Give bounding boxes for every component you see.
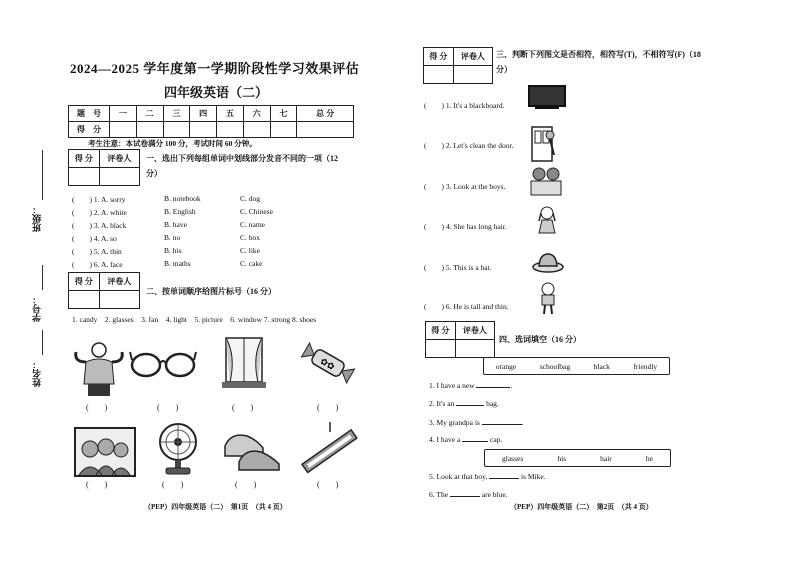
answer-paren[interactable]: ( ): [317, 403, 339, 412]
strongman-picture: [74, 340, 124, 398]
option-c: C. dog: [240, 194, 261, 203]
judge-item: ( ) 1. It's a blackboard.: [424, 101, 505, 110]
score-cell: 七: [270, 106, 297, 122]
question-text: bag.: [486, 399, 499, 408]
side-number-line: [42, 265, 43, 290]
question-text: 5. Look at that boy,: [429, 472, 488, 481]
option-a: ( ) 2. A. white: [72, 208, 127, 217]
option-a: ( ) 1. A. sorry: [72, 195, 126, 204]
judge-item: ( ) 6. He is tall and thin.: [424, 302, 509, 311]
question-row: [72, 233, 362, 246]
fill-question-5: [429, 472, 546, 481]
side-class-line: [42, 150, 43, 200]
option-b: B. no: [164, 233, 181, 242]
side-class-label: 班级：: [32, 205, 42, 232]
side-number-label: 学号：: [32, 295, 42, 322]
side-name-line: [42, 330, 43, 355]
grader-score-cell[interactable]: [424, 66, 454, 84]
answer-paren[interactable]: ( ): [232, 403, 254, 412]
grader-reviewer-label: 评卷人: [99, 273, 139, 291]
judge-item: ( ) 2. Let's clean the door.: [424, 141, 514, 150]
score-cell: 四: [190, 106, 217, 122]
candy-picture: [300, 342, 356, 384]
grader-reviewer-cell[interactable]: [99, 168, 139, 186]
question-text: is Mike.: [521, 472, 546, 481]
answer-blank[interactable]: [476, 387, 510, 388]
fan-picture: [156, 422, 200, 476]
option-b: B. have: [164, 220, 187, 229]
section1-heading: 一、选出下列每组单词中划线部分发音不同的一项（12: [146, 154, 338, 163]
score-input-cell[interactable]: [270, 122, 297, 138]
grader-score-label: 得 分: [424, 48, 454, 66]
grader-box-4: [425, 321, 495, 358]
score-input-cell[interactable]: [110, 122, 137, 138]
question-row: [72, 220, 362, 233]
option-a: ( ) 4. A. so: [72, 234, 117, 243]
side-name-label: 姓名：: [32, 360, 42, 387]
question-text: 3. My grandpa is: [429, 418, 480, 427]
answer-blank[interactable]: [450, 496, 480, 497]
option-c: C. name: [240, 220, 265, 229]
grader-reviewer-cell[interactable]: [99, 291, 139, 309]
option-c: C. Chinese: [240, 207, 273, 216]
word-option: schoolbag: [539, 361, 571, 371]
shoes-picture: [223, 426, 281, 472]
score-table-header-row: [69, 106, 354, 122]
score-input-cell[interactable]: [243, 122, 270, 138]
answer-paren[interactable]: ( ): [157, 403, 179, 412]
grader-reviewer-cell[interactable]: [453, 66, 492, 84]
judge-item: ( ) 3. Look at the boys.: [424, 182, 506, 191]
option-b: B. his: [164, 246, 182, 255]
question-row: [72, 246, 362, 259]
section3-heading: 三、判断下列图文是否相符，相符写(T)，不相符写(F)（18: [496, 50, 701, 59]
score-cell: 二: [136, 106, 163, 122]
score-cell: 得 分: [69, 122, 110, 138]
word-option: his: [557, 453, 567, 463]
grader-score-label: 得 分: [426, 322, 456, 340]
grader-box-1: [68, 149, 140, 186]
answer-blank[interactable]: [462, 441, 488, 442]
score-cell: 五: [217, 106, 244, 122]
fill-question-2: [429, 399, 499, 408]
left-page-footer: （PEP）四年级英语（二） 第1页 （共 4 页）: [144, 503, 287, 511]
grader-score-cell[interactable]: [69, 168, 100, 186]
option-a: ( ) 3. A. black: [72, 221, 127, 230]
answer-paren[interactable]: ( ): [86, 480, 108, 489]
section1-questions: [72, 194, 362, 272]
blackboard-picture: [527, 84, 567, 110]
grader-reviewer-label: 评卷人: [99, 150, 139, 168]
fill-question-6: [429, 490, 508, 499]
question-text: .: [510, 381, 513, 390]
option-b: B. English: [164, 207, 196, 216]
girl-picture: [535, 205, 559, 235]
grader-box-2: [68, 272, 140, 309]
family-picture: [74, 427, 136, 477]
judge-item: ( ) 5. This is a hat.: [424, 263, 492, 272]
word-option: hair: [600, 453, 612, 463]
word-option: black: [593, 361, 610, 371]
question-row: [72, 207, 362, 220]
option-a: ( ) 5. A. thin: [72, 247, 122, 256]
light-picture: [298, 422, 362, 476]
option-c: C. box: [240, 233, 261, 242]
score-input-cell[interactable]: [163, 122, 190, 138]
fill-question-4: [429, 435, 502, 444]
word-option: glasses: [502, 453, 524, 463]
score-input-cell[interactable]: [297, 122, 354, 138]
score-cell: 总 分: [297, 106, 354, 122]
section1-heading-cont: 分）: [146, 169, 162, 178]
grader-reviewer-cell[interactable]: [455, 340, 494, 358]
exam-subtitle: 四年级英语（二）: [164, 85, 269, 100]
answer-blank[interactable]: [489, 478, 519, 479]
question-text: 1. I have a new: [429, 381, 475, 390]
option-c: C. like: [240, 246, 260, 255]
tall-boy-picture: [536, 282, 560, 316]
answer-paren[interactable]: ( ): [162, 480, 184, 489]
exam-title: 2024—2025 学年度第一学期阶段性学习效果评估: [70, 61, 360, 76]
glasses-picture: [130, 350, 196, 380]
grader-score-cell[interactable]: [69, 291, 100, 309]
section2-heading: 二、按单词顺序给图片标号（16 分）: [146, 287, 276, 296]
score-cell: 一: [110, 106, 137, 122]
question-text: 6. The: [429, 490, 449, 499]
exam-notice: 考生注意：本试卷满分 100 分，考试时间 60 分钟。: [88, 139, 257, 148]
score-input-cell[interactable]: [136, 122, 163, 138]
section4-heading: 四、选词填空（16 分）: [499, 335, 581, 344]
section2-word-list: 1. candy 2. glasses 3. fan 4. light 5. picture 6. window 7. strong 8. shoes: [72, 315, 317, 324]
answer-paren[interactable]: ( ): [317, 480, 339, 489]
grader-score-label: 得 分: [69, 273, 100, 291]
score-cell: 六: [243, 106, 270, 122]
option-a: ( ) 6. A. face: [72, 260, 123, 269]
score-cell: 题 号: [69, 106, 110, 122]
grader-score-label: 得 分: [69, 150, 100, 168]
judge-item: ( ) 4. She has long hair.: [424, 222, 507, 231]
grader-box-3: [423, 47, 493, 84]
question-text: 4. I have a: [429, 435, 461, 444]
answer-blank[interactable]: [456, 405, 484, 406]
door-picture: [528, 125, 558, 163]
fill-question-3: [429, 418, 524, 427]
word-box-1: [483, 357, 670, 375]
fill-question-1: [429, 381, 512, 390]
boys-picture: [529, 165, 563, 197]
question-text: are blue.: [481, 490, 508, 499]
question-text: cap.: [489, 435, 503, 444]
word-option: friendly: [633, 361, 658, 371]
section3-heading-cont: 分）: [496, 65, 512, 74]
grader-score-cell[interactable]: [426, 340, 456, 358]
score-table-score-row: [69, 122, 354, 138]
svg-text:✿✿: ✿✿: [317, 356, 337, 373]
score-input-cell[interactable]: [217, 122, 244, 138]
answer-blank[interactable]: [482, 424, 522, 425]
grader-reviewer-label: 评卷人: [455, 322, 494, 340]
score-cell: 三: [163, 106, 190, 122]
hat-picture: [532, 252, 564, 274]
option-b: B. maths: [164, 259, 191, 268]
word-option: he: [645, 453, 653, 463]
answer-paren[interactable]: ( ): [235, 480, 257, 489]
window-picture: [222, 336, 266, 390]
word-option: orange: [495, 361, 517, 371]
right-page-footer: （PEP）四年级英语（二） 第2页 （共 4 页）: [510, 503, 653, 511]
word-box-2: [484, 449, 671, 467]
question-text: 2. It's an: [429, 399, 455, 408]
answer-paren[interactable]: ( ): [86, 403, 108, 412]
score-table: [68, 105, 354, 138]
question-text: .: [521, 418, 524, 427]
option-c: C. cake: [240, 259, 263, 268]
question-row: [72, 194, 362, 207]
question-row: [72, 259, 362, 272]
score-input-cell[interactable]: [190, 122, 217, 138]
grader-reviewer-label: 评卷人: [453, 48, 492, 66]
option-b: B. notebook: [164, 194, 201, 203]
